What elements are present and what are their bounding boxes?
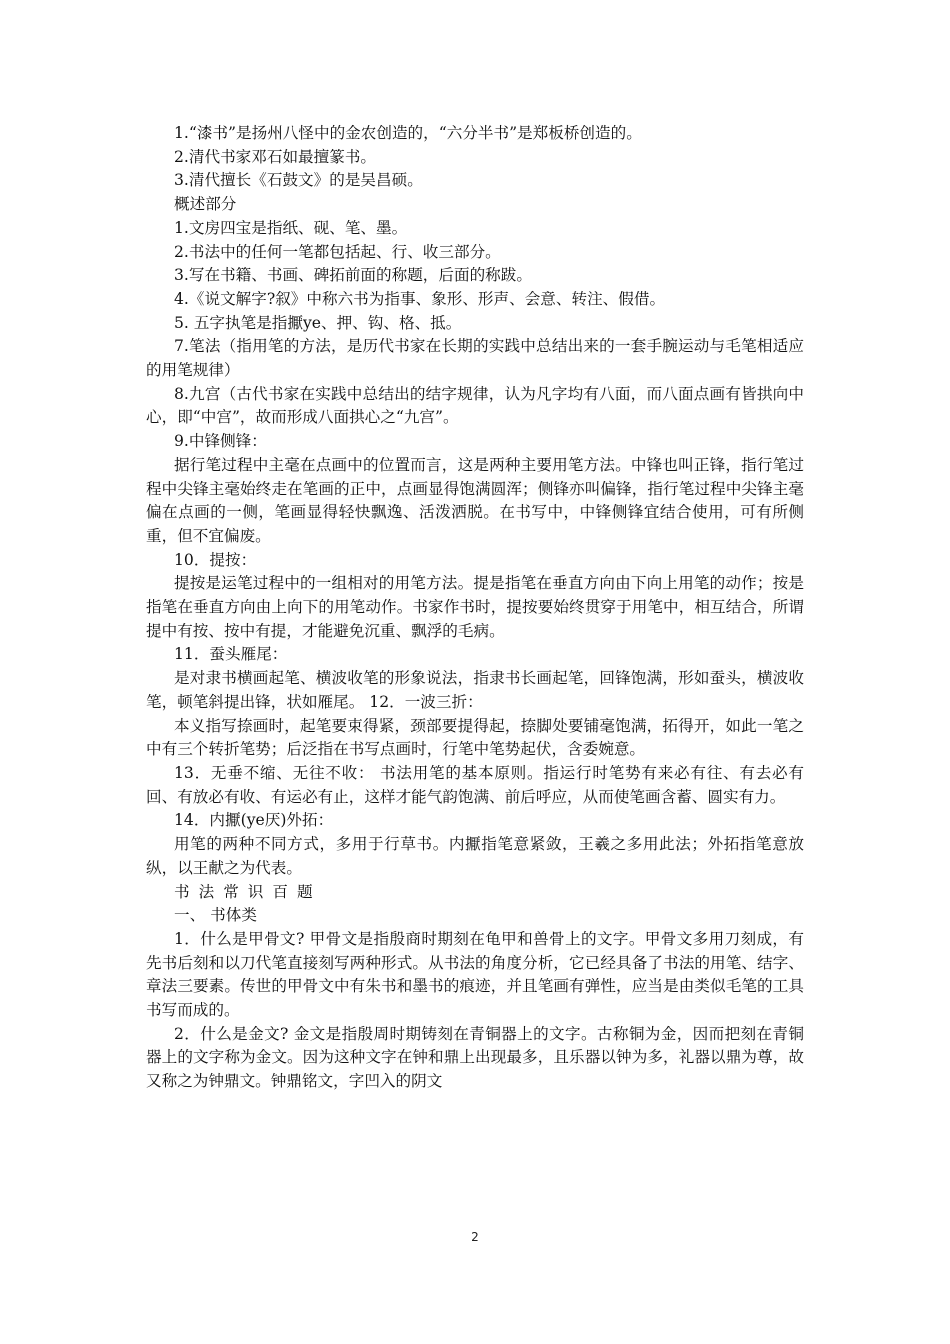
paragraph: 3.写在书籍、书画、碑拓前面的称题，后面的称跋。 xyxy=(174,266,532,285)
paragraph: 5. 五字执笔是指擫ye、押、钩、格、抵。 xyxy=(174,313,462,332)
paragraph: 2．什么是金文? 金文是指殷周时期铸刻在青铜器上的文字。古称铜为金，因而把刻在青铜器上的文字称为金文。因为这种文字在钟和鼎上出现最多，且乐器以钟为多，礼器以鼎为尊，故又称之为钟鼎文。钟鼎铭文，字凹入的阴文 xyxy=(146,1024,804,1091)
paragraph: 13．无垂不缩、无往不收： 书法用笔的基本原则。指运行时笔势有来必有往、有去必有回、有放必有收、有运必有止，这样才能气韵饱满、前后呼应，从而使笔画含蓄、圆实有力。 xyxy=(146,763,804,806)
section-heading: 一、 书体类 xyxy=(174,906,257,925)
paragraph: 是对隶书横画起笔、横波收笔的形象说法，指隶书长画起笔，回锋饱满，形如蚕头，横波收笔，顿笔斜提出锋，状如雁尾。 12．一波三折： xyxy=(146,669,804,711)
paragraph: 据行笔过程中主毫在点画中的位置而言，这是两种主要用笔方法。中锋也叫正锋，指行笔过程中尖锋主毫始终走在笔画的正中，点画显得饱满圆浑；侧锋亦叫偏锋，指行笔过程中尖锋主毫偏在点画的一侧，笔画显得轻快飘逸、活泼洒脱。在书写中，中锋侧锋宜结合使用，可有所侧重，但不宜偏废。 xyxy=(146,455,804,545)
section-heading: 概述部分 xyxy=(174,195,237,214)
document-body xyxy=(146,122,804,1094)
paragraph: 8.九宫（古代书家在实践中总结出的结字规律，认为凡字均有八面，而八面点画有皆拱向中心，即“中宫”，故而形成八面拱心之“九宫”。 xyxy=(146,384,804,427)
paragraph: 9.中锋侧锋： xyxy=(174,432,267,451)
paragraph: 用笔的两种不同方式，多用于行草书。内擫指笔意紧敛，王羲之多用此法；外拓指笔意放纵，以王献之为代表。 xyxy=(146,835,804,877)
page-number: 2 xyxy=(471,1230,479,1244)
paragraph: 3.清代擅长《石鼓文》的是吴昌硕。 xyxy=(174,171,423,190)
paragraph: 1．什么是甲骨文? 甲骨文是指殷商时期刻在龟甲和兽骨上的文字。甲骨文多用刀刻成，有先书后刻和以刀代笔直接刻写两种形式。从书法的角度分析，它已经具备了书法的用笔、结字、章法三要素。传世的甲骨文中有朱书和墨书的痕迹，并且笔画有弹性，应当是由类似毛笔的工具书写而成的。 xyxy=(146,929,804,1020)
paragraph: 1.文房四宝是指纸、砚、笔、墨。 xyxy=(174,218,408,237)
paragraph: 本义指写捺画时，起笔要束得紧，颈部要提得起，捺脚处要铺毫饱满，拓得开，如此一笔之中有三个转折笔势；后泛指在书写点画时，行笔中笔势起伏，含委婉意。 xyxy=(146,716,804,759)
paragraph: 14．内擫(ye厌)外拓： xyxy=(174,811,334,830)
paragraph: 2.清代书家邓石如最擅篆书。 xyxy=(174,147,377,166)
section-heading: 书法常识百题 xyxy=(174,882,322,901)
paragraph: 4.《说文解字?叙》中称六书为指事、象形、形声、会意、转注、假借。 xyxy=(174,289,666,308)
paragraph: 7.笔法（指用笔的方法，是历代书家在长期的实践中总结出来的一套手腕运动与毛笔相适应的用笔规律） xyxy=(146,337,804,380)
paragraph: 10．提按： xyxy=(174,550,257,569)
paragraph: 11．蚕头雁尾： xyxy=(174,645,288,664)
paragraph: 2.书法中的任何一笔都包括起、行、收三部分。 xyxy=(174,242,501,261)
paragraph: 1.“漆书”是扬州八怪中的金农创造的，“六分半书”是郑板桥创造的。 xyxy=(174,124,642,142)
paragraph: 提按是运笔过程中的一组相对的用笔方法。提是指笔在垂直方向由下向上用笔的动作；按是指笔在垂直方向由上向下的用笔动作。书家作书时，提按要始终贯穿于用笔中，相互结合，所谓提中有按、按中有提，才能避免沉重、飘浮的毛病。 xyxy=(146,574,804,640)
